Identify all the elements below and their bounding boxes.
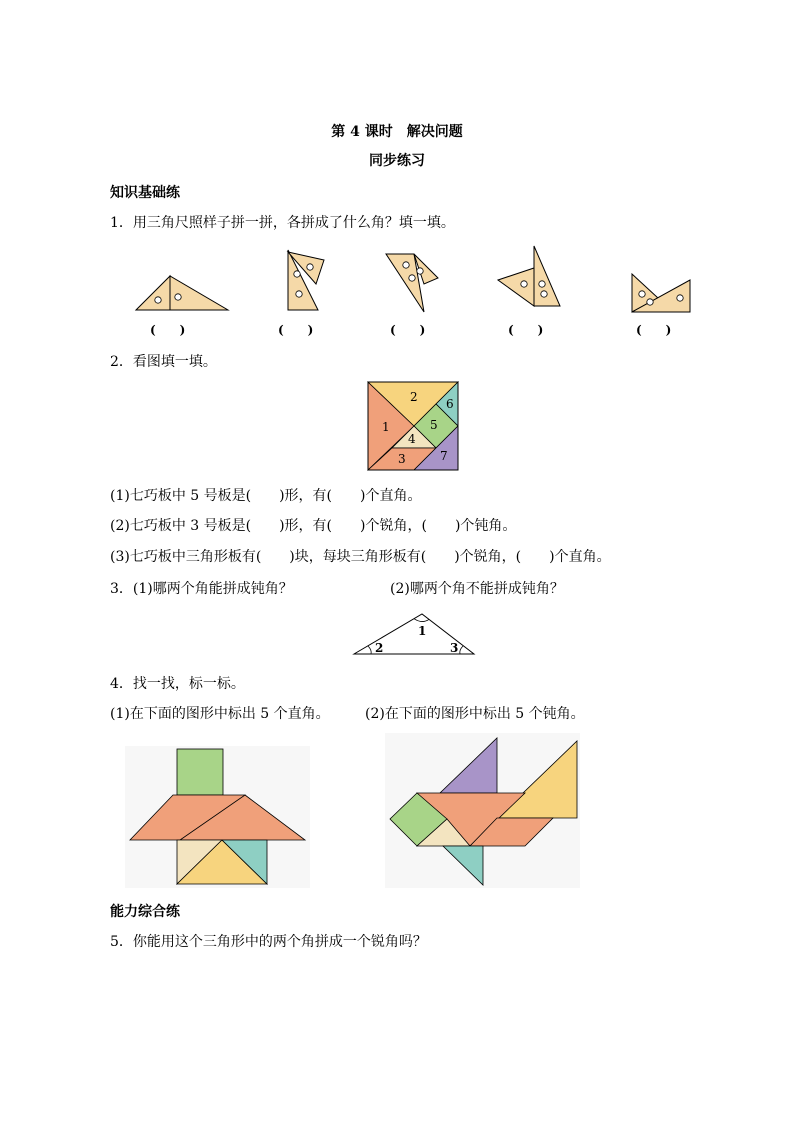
tangram-square [368, 382, 460, 470]
tangram-label-3: 3 [398, 452, 406, 466]
q2-text: 2．看图填一填。 [110, 354, 217, 370]
tangram-label-2: 2 [410, 390, 418, 404]
q4-part2: (2)在下面的图形中标出 5 个钝角。 [365, 706, 585, 722]
q1-figure-4 [492, 242, 567, 314]
q4-part1: (1)在下面的图形中标出 5 个直角。 [110, 706, 330, 722]
bird-tangram [385, 733, 580, 888]
q1-figure-3 [380, 248, 445, 316]
q3-part1: 3．(1)哪两个角能拼成钝角？ [110, 581, 293, 597]
q1-blank-1[interactable]: ( ) [150, 323, 186, 337]
subtitle: 同步练习 [369, 153, 425, 169]
q1-blank-5[interactable]: ( ) [636, 323, 672, 337]
q4-text: 4．找一找，标一标。 [110, 676, 245, 692]
house-tangram [125, 746, 310, 888]
q2-line-3: (3)七巧板中三角形板有( )块，每块三角形板有( )个锐角，( )个直角。 [110, 549, 611, 565]
tangram-label-5: 5 [430, 418, 438, 432]
q5-text: 5．你能用这个三角形中的两个角拼成一个锐角吗？ [110, 934, 427, 950]
q1-text: 1．用三角尺照样子拼一拼，各拼成了什么角？填一填。 [110, 215, 455, 231]
q3-part2: (2)哪两个角不能拼成钝角？ [390, 581, 564, 597]
q1-blank-2[interactable]: ( ) [278, 323, 314, 337]
tangram-label-4: 4 [408, 432, 416, 446]
tangram-label-1: 1 [382, 420, 390, 434]
q2-line-2: (2)七巧板中 3 号板是( )形，有( )个锐角，( )个钝角。 [110, 518, 517, 534]
section-ability: 能力综合练 [110, 904, 180, 920]
q1-blank-4[interactable]: ( ) [508, 323, 544, 337]
q1-blank-3[interactable]: ( ) [390, 323, 426, 337]
q2-line-1: (1)七巧板中 5 号板是( )形，有( )个直角。 [110, 488, 422, 504]
angle-label-2: 2 [375, 641, 384, 655]
q3-triangle [350, 610, 480, 658]
tangram-label-7: 7 [440, 449, 448, 463]
lesson-title: 第 4 课时 解决问题 [331, 124, 463, 140]
q1-figure-1 [130, 272, 235, 317]
q1-figure-2 [280, 246, 330, 318]
angle-label-3: 3 [450, 641, 459, 655]
tangram-label-6: 6 [446, 397, 454, 411]
q1-figure-5 [628, 268, 698, 318]
angle-label-1: 1 [418, 624, 427, 638]
section-basic: 知识基础练 [110, 185, 180, 201]
